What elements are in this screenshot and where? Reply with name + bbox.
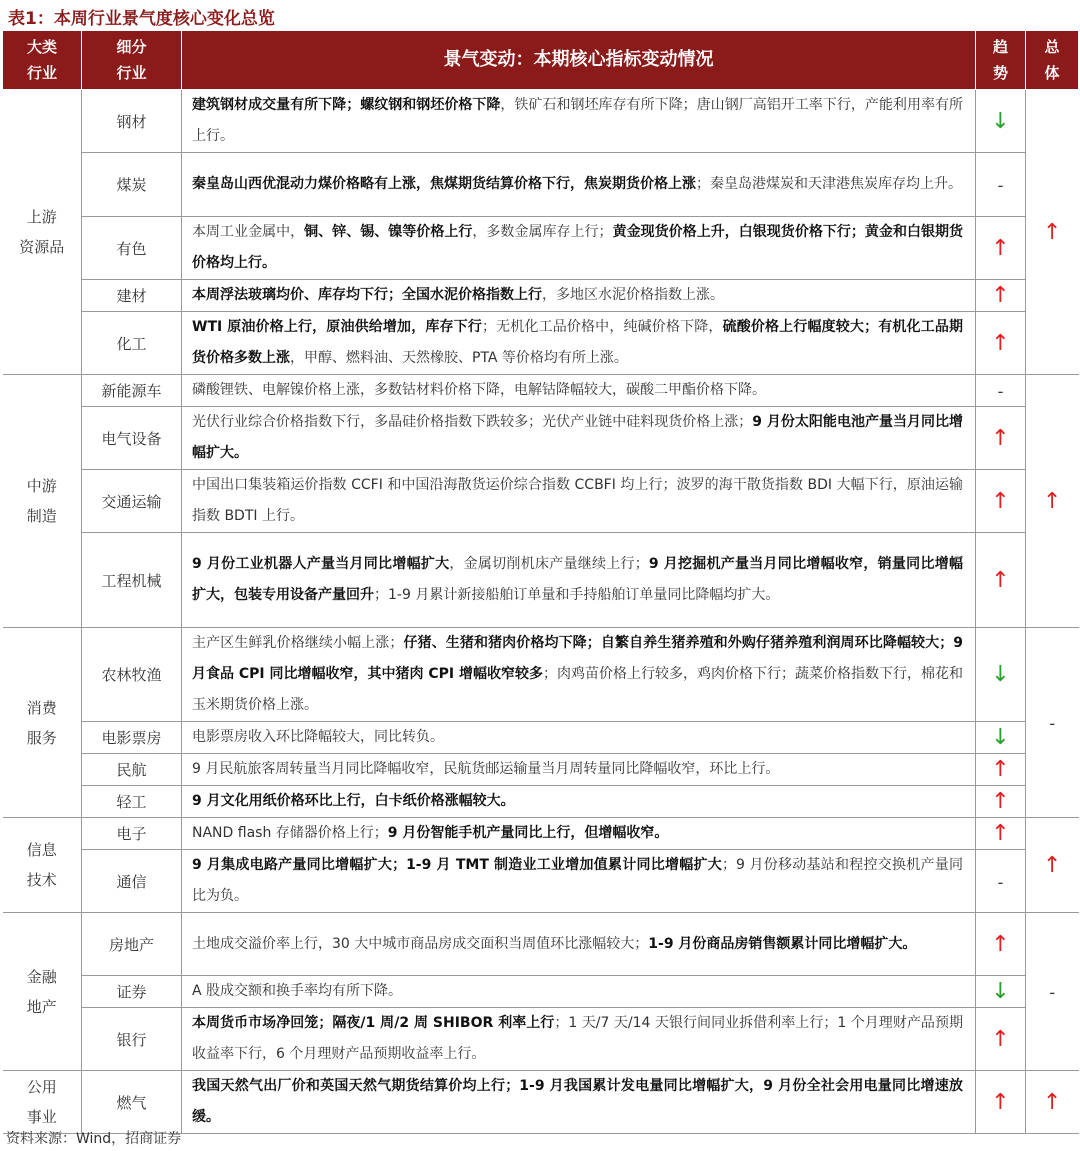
trend-down-icon: ↓ bbox=[991, 979, 1010, 1004]
header-row bbox=[3, 31, 1079, 90]
overall-up-icon: ↑ bbox=[1043, 488, 1062, 514]
table-row bbox=[3, 407, 1079, 470]
sub-industry-cell: 房地产 bbox=[82, 913, 182, 976]
trend-cell bbox=[976, 312, 1026, 375]
table-row bbox=[3, 533, 1079, 628]
indicator-description: 9 月份工业机器人产量当月同比增幅扩大，金属切削机床产量继续上行；9 月挖掘机产量当月同比增幅收窄，销量同比增幅扩大，包装专用设备产量回升；1-9 月累计新接船舶订单量和手持船舶订单量同比降幅均扩大。 bbox=[182, 533, 976, 628]
indicator-description: 本周货币市场净回笼；隔夜/1 周/2 周 SHIBOR 利率上行；1 天/7 天/14 天银行间同业拆借利率上行；1 个月理财产品预期收益率下行，6 个月理财产品预期收益率上行。 bbox=[182, 1008, 976, 1071]
indicator-description: 中国出口集装箱运价指数 CCFI 和中国沿海散货运价综合指数 CCBFI 均上行；波罗的海干散货指数 BDI 大幅下行，原油运输指数 BDTI 上行。 bbox=[182, 470, 976, 533]
trend-cell bbox=[976, 1008, 1026, 1071]
trend-down-icon: ↓ bbox=[991, 108, 1010, 134]
industry-table bbox=[2, 30, 1079, 1134]
table-row bbox=[3, 850, 1079, 913]
header-overall: 总 体 bbox=[1026, 31, 1079, 90]
trend-cell bbox=[976, 818, 1026, 850]
overall-cell bbox=[1026, 90, 1079, 375]
category-cell: 中游 制造 bbox=[3, 375, 82, 628]
sub-industry-cell: 银行 bbox=[82, 1008, 182, 1071]
overall-up-icon: ↑ bbox=[1043, 1089, 1062, 1115]
sub-industry-cell: 农林牧渔 bbox=[82, 628, 182, 722]
indicator-description: 建筑钢材成交量有所下降；螺纹钢和钢坯价格下降，铁矿石和钢坯库存有所下降；唐山钢厂高铝开工率下行，产能利用率有所上行。 bbox=[182, 90, 976, 153]
trend-down-icon: ↓ bbox=[991, 725, 1010, 750]
trend-up-icon: ↑ bbox=[991, 931, 1010, 957]
category-cell: 消费 服务 bbox=[3, 628, 82, 818]
trend-cell bbox=[976, 913, 1026, 976]
sub-industry-cell: 交通运输 bbox=[82, 470, 182, 533]
table-row bbox=[3, 628, 1079, 722]
header-category: 大类 行业 bbox=[3, 31, 82, 90]
sub-industry-cell: 通信 bbox=[82, 850, 182, 913]
sub-industry-cell: 工程机械 bbox=[82, 533, 182, 628]
sub-industry-cell: 电气设备 bbox=[82, 407, 182, 470]
indicator-description: 我国天然气出厂价和英国天然气期货结算价均上行；1-9 月我国累计发电量同比增幅扩大，9 月份全社会用电量同比增速放缓。 bbox=[182, 1071, 976, 1134]
table-row bbox=[3, 217, 1079, 280]
category-cell: 信息 技术 bbox=[3, 818, 82, 913]
category-cell: 上游 资源品 bbox=[3, 90, 82, 375]
indicator-description: NAND flash 存储器价格上行；9 月份智能手机产量同比上行，但增幅收窄。 bbox=[182, 818, 976, 850]
table-row bbox=[3, 913, 1079, 976]
trend-up-icon: ↑ bbox=[991, 789, 1010, 814]
sub-industry-cell: 证券 bbox=[82, 976, 182, 1008]
overall-flat-icon: - bbox=[1049, 983, 1056, 1002]
table-row bbox=[3, 153, 1079, 217]
trend-cell bbox=[976, 217, 1026, 280]
trend-up-icon: ↑ bbox=[991, 1026, 1010, 1052]
overall-cell bbox=[1026, 628, 1079, 818]
trend-flat-icon: - bbox=[997, 176, 1004, 195]
indicator-description: 主产区生鲜乳价格继续小幅上涨；仔猪、生猪和猪肉价格均下降；自繁自养生猪养殖和外购仔猪养殖利润周环比降幅较大；9 月食品 CPI 同比增幅收窄，其中猪肉 CPI 增幅收窄较多；肉鸡苗价格上行较多，鸡肉价格下行；蔬菜价格指数下行，棉花和玉米期货价格上涨。 bbox=[182, 628, 976, 722]
trend-up-icon: ↑ bbox=[991, 821, 1010, 846]
table-row bbox=[3, 470, 1079, 533]
trend-cell bbox=[976, 754, 1026, 786]
overall-cell bbox=[1026, 818, 1079, 913]
indicator-description: 光伏行业综合价格指数下行，多晶硅价格指数下跌较多；光伏产业链中硅料现货价格上涨；9 月份太阳能电池产量当月同比增幅扩大。 bbox=[182, 407, 976, 470]
trend-up-icon: ↑ bbox=[991, 567, 1010, 593]
table-row bbox=[3, 754, 1079, 786]
indicator-description: 磷酸锂铁、电解镍价格上涨，多数钴材料价格下降，电解钴降幅较大，碳酸二甲酯价格下降。 bbox=[182, 375, 976, 407]
trend-cell bbox=[976, 850, 1026, 913]
source-note: 资料来源：Wind，招商证券 bbox=[6, 1131, 182, 1147]
sub-industry-cell: 电影票房 bbox=[82, 722, 182, 754]
trend-cell bbox=[976, 1071, 1026, 1134]
sub-industry-cell: 民航 bbox=[82, 754, 182, 786]
overall-up-icon: ↑ bbox=[1043, 219, 1062, 245]
indicator-description: 本周浮法玻璃均价、库存均下行；全国水泥价格指数上行，多地区水泥价格指数上涨。 bbox=[182, 280, 976, 312]
table-row bbox=[3, 1071, 1079, 1134]
trend-up-icon: ↑ bbox=[991, 330, 1010, 356]
overall-cell bbox=[1026, 375, 1079, 628]
trend-cell bbox=[976, 375, 1026, 407]
trend-up-icon: ↑ bbox=[991, 235, 1010, 261]
table-row bbox=[3, 90, 1079, 153]
trend-down-icon: ↓ bbox=[991, 662, 1010, 687]
trend-cell bbox=[976, 628, 1026, 722]
indicator-description: 本周工业金属中，铜、锌、锡、镍等价格上行，多数金属库存上行；黄金现货价格上升，白银现货价格下行；黄金和白银期货价格均上行。 bbox=[182, 217, 976, 280]
indicator-description: 9 月民航旅客周转量当月同比降幅收窄，民航货邮运输量当月周转量同比降幅收窄，环比上行。 bbox=[182, 754, 976, 786]
table-row bbox=[3, 976, 1079, 1008]
header-desc: 景气变动：本期核心指标变动情况 bbox=[182, 31, 976, 90]
table-title: 表1：本周行业景气度核心变化总览 bbox=[8, 9, 275, 29]
trend-cell bbox=[976, 407, 1026, 470]
table-row bbox=[3, 722, 1079, 754]
indicator-description: A 股成交额和换手率均有所下降。 bbox=[182, 976, 976, 1008]
trend-up-icon: ↑ bbox=[991, 488, 1010, 514]
sub-industry-cell: 化工 bbox=[82, 312, 182, 375]
overall-cell bbox=[1026, 913, 1079, 1071]
sub-industry-cell: 燃气 bbox=[82, 1071, 182, 1134]
trend-up-icon: ↑ bbox=[991, 425, 1010, 451]
sub-industry-cell: 轻工 bbox=[82, 786, 182, 818]
table-row bbox=[3, 280, 1079, 312]
sub-industry-cell: 新能源车 bbox=[82, 375, 182, 407]
category-cell: 公用 事业 bbox=[3, 1071, 82, 1134]
overall-flat-icon: - bbox=[1049, 714, 1056, 733]
trend-cell bbox=[976, 470, 1026, 533]
indicator-description: 秦皇岛山西优混动力煤价格略有上涨，焦煤期货结算价格下行，焦炭期货价格上涨；秦皇岛港煤炭和天津港焦炭库存均上升。 bbox=[182, 153, 976, 217]
trend-up-icon: ↑ bbox=[991, 283, 1010, 308]
trend-cell bbox=[976, 533, 1026, 628]
overall-up-icon: ↑ bbox=[1043, 852, 1062, 878]
table-row bbox=[3, 312, 1079, 375]
table-body bbox=[3, 90, 1079, 1134]
trend-flat-icon: - bbox=[997, 872, 1004, 892]
indicator-description: WTI 原油价格上行，原油供给增加，库存下行；无机化工品价格中，纯碱价格下降，硫酸价格上行幅度较大；有机化工品期货价格多数上涨，甲醇、燃料油、天然橡胶、PTA 等价格均有所上涨。 bbox=[182, 312, 976, 375]
trend-up-icon: ↑ bbox=[991, 757, 1010, 782]
table-row bbox=[3, 818, 1079, 850]
trend-up-icon: ↑ bbox=[991, 1089, 1010, 1115]
sub-industry-cell: 有色 bbox=[82, 217, 182, 280]
table-row bbox=[3, 375, 1079, 407]
sub-industry-cell: 煤炭 bbox=[82, 153, 182, 217]
indicator-description: 9 月文化用纸价格环比上行，白卡纸价格涨幅较大。 bbox=[182, 786, 976, 818]
sub-industry-cell: 建材 bbox=[82, 280, 182, 312]
sub-industry-cell: 电子 bbox=[82, 818, 182, 850]
trend-cell bbox=[976, 90, 1026, 153]
overall-cell bbox=[1026, 1071, 1079, 1134]
trend-cell bbox=[976, 976, 1026, 1008]
indicator-description: 电影票房收入环比降幅较大，同比转负。 bbox=[182, 722, 976, 754]
indicator-description: 9 月集成电路产量同比增幅扩大；1-9 月 TMT 制造业工业增加值累计同比增幅扩大；9 月份移动基站和程控交换机产量同比为负。 bbox=[182, 850, 976, 913]
sub-industry-cell: 钢材 bbox=[82, 90, 182, 153]
trend-cell bbox=[976, 153, 1026, 217]
trend-cell bbox=[976, 722, 1026, 754]
trend-cell bbox=[976, 786, 1026, 818]
category-cell: 金融 地产 bbox=[3, 913, 82, 1071]
header-sub: 细分 行业 bbox=[82, 31, 182, 90]
table-row bbox=[3, 786, 1079, 818]
trend-cell bbox=[976, 280, 1026, 312]
indicator-description: 土地成交溢价率上行，30 大中城市商品房成交面积当周值环比涨幅较大；1-9 月份商品房销售额累计同比增幅扩大。 bbox=[182, 913, 976, 976]
trend-flat-icon: - bbox=[997, 382, 1004, 401]
header-trend: 趋 势 bbox=[976, 31, 1026, 90]
table-row bbox=[3, 1008, 1079, 1071]
